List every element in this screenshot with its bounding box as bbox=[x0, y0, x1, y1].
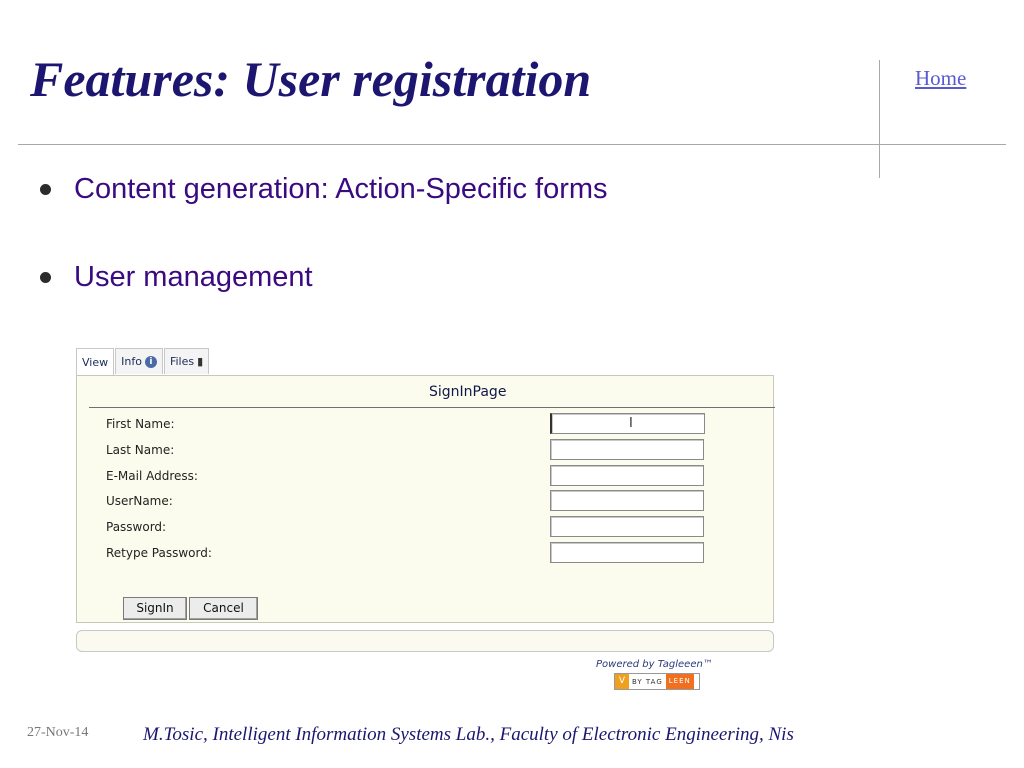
title-divider bbox=[18, 144, 1006, 145]
field-label: Password: bbox=[106, 520, 167, 534]
slide-title: Features: User registration bbox=[30, 51, 592, 107]
field-label: First Name: bbox=[106, 417, 175, 431]
bullet-item bbox=[40, 256, 608, 344]
home-link[interactable]: Home bbox=[915, 66, 967, 90]
form-row-retype-password bbox=[106, 542, 746, 564]
password-field[interactable] bbox=[550, 516, 704, 537]
info-icon: i bbox=[145, 356, 157, 368]
field-label: Retype Password: bbox=[106, 546, 212, 560]
form-footer-bar bbox=[76, 630, 774, 652]
tab-label: Info bbox=[121, 355, 142, 368]
paperclip-icon: ▮ bbox=[197, 355, 204, 368]
embedded-form-screenshot bbox=[76, 348, 774, 693]
tab-bar bbox=[76, 348, 209, 375]
footer-date: 27-Nov-14 bbox=[27, 725, 89, 740]
form-title: SignInPage bbox=[429, 384, 507, 400]
tab-view[interactable] bbox=[76, 348, 114, 376]
cancel-button[interactable]: Cancel bbox=[189, 597, 258, 620]
retype-password-field[interactable] bbox=[550, 542, 704, 563]
bullet-item bbox=[40, 168, 608, 256]
last-name-field[interactable] bbox=[550, 439, 704, 460]
vertical-divider bbox=[879, 60, 880, 178]
form-row-first-name bbox=[106, 413, 746, 435]
form-row-password bbox=[106, 516, 746, 538]
field-label: Last Name: bbox=[106, 443, 175, 457]
form-panel bbox=[76, 375, 774, 623]
form-row-last-name bbox=[106, 439, 746, 461]
bullet-dot-icon bbox=[40, 272, 51, 283]
footer-credit: M.Tosic, Intelligent Information Systems Lab., Faculty of Electronic Engineering, Nis bbox=[143, 724, 794, 745]
powered-by-text: Powered by Tagleeen™ bbox=[596, 659, 713, 670]
form-title-rule bbox=[89, 407, 775, 408]
tab-files[interactable] bbox=[164, 348, 209, 374]
tab-label: View bbox=[82, 356, 109, 369]
form-row-username bbox=[106, 490, 746, 512]
bullet-list bbox=[40, 168, 608, 344]
tagleen-badge-logo[interactable] bbox=[614, 673, 700, 690]
tab-label: Files bbox=[169, 355, 195, 368]
bullet-dot-icon bbox=[40, 184, 51, 195]
field-label: E-Mail Address: bbox=[106, 469, 198, 483]
badge-right: LEEN bbox=[666, 674, 694, 689]
signin-button[interactable]: SignIn bbox=[123, 597, 187, 620]
bullet-text: Content generation: Action-Specific forms bbox=[74, 173, 608, 205]
first-name-field[interactable] bbox=[550, 413, 705, 434]
badge-middle: BY TAG bbox=[632, 677, 663, 686]
text-cursor-icon: I bbox=[629, 416, 633, 431]
username-field[interactable] bbox=[550, 490, 704, 511]
form-row-email bbox=[106, 465, 746, 487]
email-field[interactable] bbox=[550, 465, 704, 486]
tab-info[interactable] bbox=[115, 348, 163, 374]
bullet-text: User management bbox=[74, 261, 313, 293]
badge-left: V bbox=[615, 674, 629, 689]
field-label: UserName: bbox=[106, 494, 173, 508]
